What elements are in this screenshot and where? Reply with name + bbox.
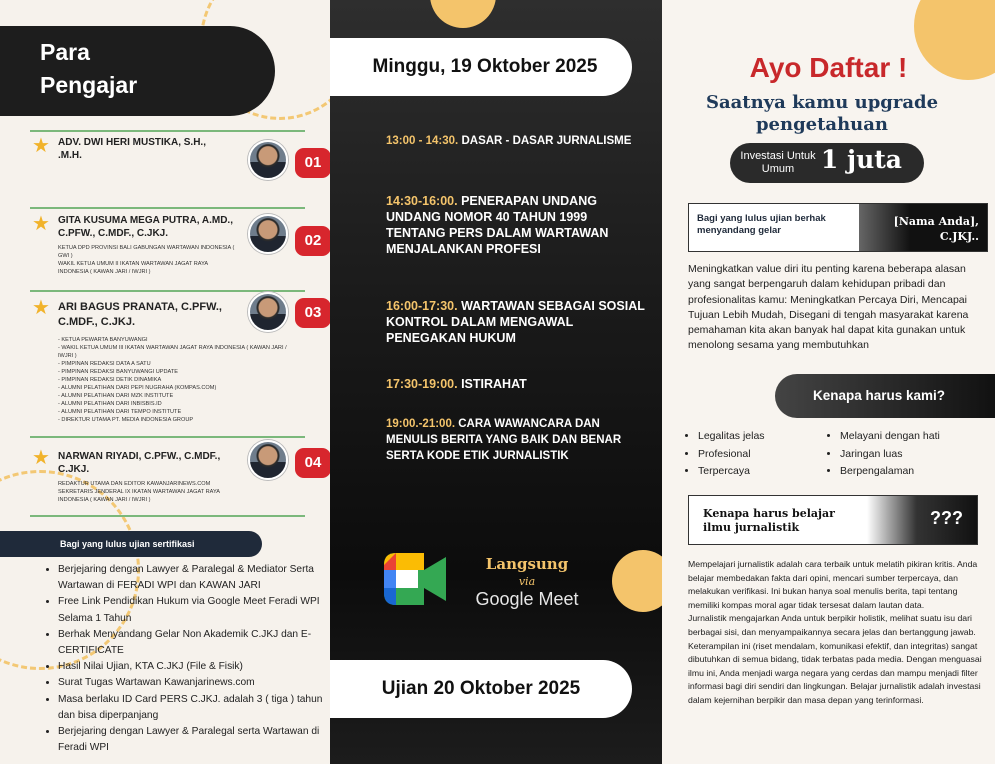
teacher-details: - KETUA PEWARTA BANYUWANGI - WAKIL KETUA UMUM III IKATAN WARTAWAN JAGAT RAYA INDONESIA ( KAWAN JARI / IWJRI ) - PIMPINAN REDAKSI DATA A SATU - PIMPINAN REDAKSI BANYUWANGI UPDATE - PIMPINAN REDAKSI DETIK DINAMIKA - ALUMNI PELATIHAN DARI PEPI NUGRAHA (KOMPAS.COM) - ALUMNI PELATIHAN DARI MZK INSTITUTE - ALUMNI PELATIHAN DARI INBISBIS.ID - ALUMNI PELATIHAN DARI TEMPO INSTITUTE - DIREKTUR UTAMA PT. MEDIA INDONESIA GROUP bbox=[58, 337, 287, 423]
right-panel bbox=[662, 0, 995, 764]
via-label-via: via bbox=[518, 575, 536, 588]
teacher-card-3 bbox=[30, 296, 322, 436]
star-icon: ★ bbox=[32, 447, 50, 469]
list-item: • Terpercaya bbox=[698, 463, 816, 481]
schedule-item bbox=[386, 133, 646, 149]
list-item: • Masa berlaku ID Card PERS C.JKJ. adalah 3 ( tiga ) tahun dan bisa diperpanjang bbox=[58, 692, 330, 724]
list-item: • Surat Tugas Wartawan Kawanjarinews.com bbox=[58, 675, 330, 691]
teacher-card-2 bbox=[30, 212, 322, 290]
teacher-card-4 bbox=[30, 444, 322, 516]
via-label-app: Google Meet bbox=[475, 589, 579, 609]
via-label-langsung: Langsung bbox=[485, 555, 569, 573]
divider bbox=[30, 515, 305, 517]
schedule-time: 13:00 - 14:30. bbox=[386, 135, 459, 147]
cert-benefits-list bbox=[44, 562, 330, 756]
schedule-item bbox=[386, 298, 646, 346]
why-us-header: Kenapa harus kami? bbox=[775, 374, 995, 418]
schedule-text: CARA WAWANCARA DAN MENULIS BERITA YANG BAIK DAN BENAR SERTA KODE ETIK JURNALISTIK bbox=[386, 418, 622, 462]
why-journalism-mark: ??? bbox=[867, 496, 977, 544]
list-item: • Free Link Pendidikan Hukum via Google Meet Feradi WPI Selama 1 Tahun bbox=[58, 594, 330, 626]
teacher-number-badge: 01 bbox=[295, 148, 330, 178]
schedule-text: PENERAPAN UNDANG UNDANG NOMOR 40 TAHUN 1999 TENTANG PERS DALAM WARTAWAN MENJALANKAN PROFESI bbox=[386, 194, 609, 256]
divider bbox=[30, 207, 305, 209]
title-award-text: Bagi yang lulus ujian berhak menyandang gelar bbox=[697, 213, 826, 236]
headline: Ayo Daftar ! bbox=[749, 52, 908, 83]
benefits-list-left bbox=[686, 428, 816, 481]
teacher-name: ARI BAGUS PRANATA, C.PFW., C.MDF., C.JKJ. bbox=[58, 301, 222, 328]
teacher-photo bbox=[248, 214, 288, 254]
teacher-number-badge: 04 bbox=[295, 448, 330, 478]
schedule-text: DASAR - DASAR JURNALISME bbox=[461, 135, 632, 147]
left-panel bbox=[0, 0, 330, 764]
list-item: • Berpengalaman bbox=[840, 463, 988, 481]
section-title-pengajar bbox=[0, 26, 275, 116]
gold-circle-decoration bbox=[612, 550, 662, 612]
teacher-name: NARWAN RIYADI, C.PFW., C.MDF., C.JKJ. bbox=[58, 451, 221, 475]
teacher-name: ADV. DWI HERI MUSTIKA, S.H., .M.H. bbox=[58, 137, 206, 161]
list-item: • Legalitas jelas bbox=[698, 428, 816, 446]
star-icon: ★ bbox=[32, 213, 50, 235]
schedule-time: 17:30-19:00. bbox=[386, 377, 458, 391]
price-badge bbox=[730, 143, 924, 183]
journalism-paragraph-1: Mempelajari jurnalistik adalah cara terbaik untuk melatih pikiran kritis. Anda belajar membedakan fakta dari opini, mencari sumber terpercaya, dan melakukan verifikasi. Ini bukan hanya soal menulis berita, tapi tentang memiliki kompas moral agar tidak tersesat dalam lautan data. bbox=[688, 559, 978, 610]
teacher-card-1 bbox=[30, 134, 322, 194]
price-value: 1 juta bbox=[820, 145, 902, 174]
teacher-details: KETUA DPD PROVINSI BALI GABUNGAN WARTAWAN INDONESIA ( GWI ) WAKIL KETUA UMUM II IKATAN WARTAWAN JAGAT RAYA INDONESIA ( KAWAN JARI / IWJRI ) bbox=[58, 245, 235, 275]
middle-panel bbox=[330, 0, 662, 764]
title-award-name: [Nama Anda], C.JKJ.. bbox=[859, 204, 987, 251]
schedule-time: 19:00.-21:00. bbox=[386, 418, 456, 430]
schedule-item bbox=[386, 416, 646, 464]
list-item: • Profesional bbox=[698, 446, 816, 464]
schedule-time: 14:30-16:00. bbox=[386, 194, 458, 208]
teacher-number-badge: 02 bbox=[295, 226, 330, 256]
journalism-paragraph-2: Jurnalistik mengajarkan Anda untuk berpikir holistik, melihat suatu isu dari berbagai sisi, dan menyampaikannya secara jelas dan bertanggung jawab. Keterampilan ini (riset mendalam, komunikasi efektif, dan integritas) sangat dibutuhkan di semua bidang, tidak terbatas pada media. Dengan menguasai ilmu ini, Anda menjadi warga negara yang cerdas dan mampu menjadi filter informasi bagi diri sendiri dan lingkungan. Belajar jurnalistik adalah investasi dalam kejernihan berpikir dan masa depan yang terinformasi. bbox=[688, 613, 982, 705]
divider bbox=[30, 436, 305, 438]
star-icon: ★ bbox=[32, 135, 50, 157]
star-icon: ★ bbox=[32, 297, 50, 319]
cert-benefits-header: Bagi yang lulus ujian sertifikasi bbox=[0, 531, 262, 557]
price-label: Investasi Untuk Umum bbox=[740, 150, 816, 175]
title-line-1: Para bbox=[40, 39, 90, 65]
value-paragraph: Meningkatkan value diri itu penting karena beberapa alasan yang sangat berpengaruh dalam kehidupan pribadi dan profesionalitas kamu: Meningkatkan Percaya Diri, Mencapai Tujuan Lebih Mudah, Disegani di tengah masyarakat karena pemahaman kita akan banyak hal dapat kita gunakan untuk menolong sesama yang membutuhkan bbox=[688, 263, 969, 352]
subheadline: Saatnya kamu upgrade pengetahuan bbox=[705, 92, 939, 135]
teacher-photo bbox=[248, 292, 288, 332]
why-journalism-box bbox=[688, 495, 978, 545]
schedule-time: 16:00-17:30. bbox=[386, 299, 458, 313]
schedule-text: WARTAWAN SEBAGAI SOSIAL KONTROL DALAM MENGAWAL PENEGAKAN HUKUM bbox=[386, 299, 645, 345]
title-award-box bbox=[688, 203, 988, 252]
event-date: Minggu, 19 Oktober 2025 bbox=[330, 38, 632, 96]
divider bbox=[30, 130, 305, 132]
schedule-text: ISTIRAHAT bbox=[461, 377, 527, 391]
list-item: • Hasil Nilai Ujian, KTA C.JKJ (File & Fisik) bbox=[58, 659, 330, 675]
exam-date: Ujian 20 Oktober 2025 bbox=[330, 660, 632, 718]
benefits-list-right bbox=[828, 428, 988, 481]
google-meet-icon bbox=[384, 553, 446, 605]
schedule-item bbox=[386, 193, 646, 257]
teacher-number-badge: 03 bbox=[295, 298, 330, 328]
teacher-photo bbox=[248, 140, 288, 180]
list-item: • Melayani dengan hati bbox=[840, 428, 988, 446]
teacher-photo bbox=[248, 440, 288, 480]
teacher-name: GITA KUSUMA MEGA PUTRA, A.MD., C.PFW., C.MDF., C.JKJ. bbox=[58, 215, 233, 239]
list-item: • Berjejaring dengan Lawyer & Paralegal serta Wartawan di Feradi WPI bbox=[58, 724, 330, 756]
list-item: • Berjejaring dengan Lawyer & Paralegal & Mediator Serta Wartawan di FERADI WPI dan KAWAN JARI bbox=[58, 562, 330, 594]
why-journalism-text: Kenapa harus belajar ilmu jurnalistik bbox=[703, 507, 835, 534]
gold-circle-decoration bbox=[430, 0, 496, 28]
title-line-2: Pengajar bbox=[40, 72, 138, 98]
schedule-item bbox=[386, 376, 646, 392]
teacher-details: REDAKTUR UTAMA DAN EDITOR KAWANJARINEWS.COM SEKRETARIS JENDERAL IX IKATAN WARTAWAN JAGAT RAYA INDONESIA ( KAWAN JARI / IWJRI ) bbox=[58, 481, 220, 503]
list-item: • Jaringan luas bbox=[840, 446, 988, 464]
journalism-paragraph bbox=[688, 558, 984, 708]
list-item: • Berhak Menyandang Gelar Non Akademik C.JKJ dan E-CERTIFICATE bbox=[58, 627, 330, 659]
